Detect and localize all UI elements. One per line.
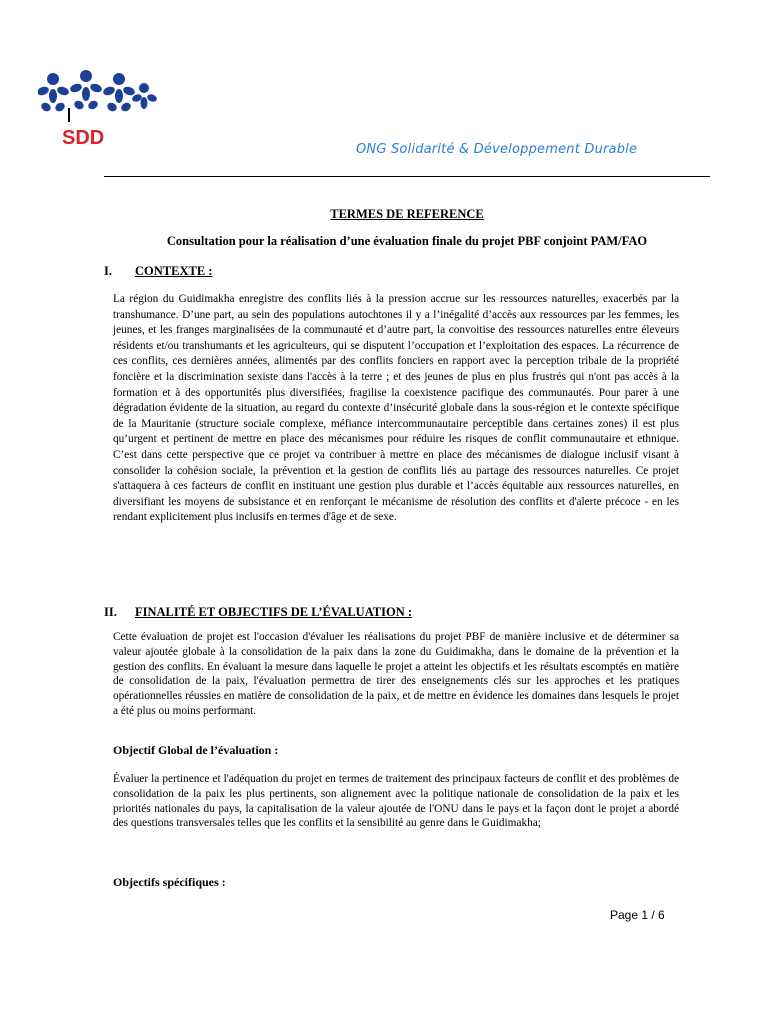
global-objective-heading: Objectif Global de l’évaluation : [113, 743, 279, 757]
section-number: I. [104, 264, 112, 278]
logo-text: SDD [62, 127, 105, 148]
header-divider [104, 176, 710, 177]
section-heading-contexte [104, 264, 212, 279]
section-heading-finalite [104, 605, 412, 620]
page-number: Page 1 / 6 [610, 908, 665, 922]
specific-objectives-heading: Objectifs spécifiques : [113, 875, 226, 889]
finalite-paragraph: Cette évaluation de projet est l'occasion d'évaluer les réalisations du projet PBF de manière inclusive et de déterminer sa valeur ajoutée globale à la consolidation de la paix dans la zone du Guidimakha, dans le domaine de la prévention et la gestion des conflits. En évaluant la mesure dans laquelle le projet a atteint les objectifs et les résultats escomptés en matière de consolidation de la paix, l'évaluation permettra de tirer des enseignements clés sur les approches et les pratiques opérationnelles réussies en matière de consolidation de la paix, et de mettre en évidence les domaines dans lesquels le projet a été plus ou moins performant. [113, 631, 679, 717]
global-objective-paragraph: Évaluer la pertinence et l'adéquation du projet en termes de traitement des principaux facteurs de conflit et des problèmes de consolidation de la paix les plus pertinents, son alignement avec la politique nationale de consolidation de la paix et les priorités nationales du pays, la capitalisation de la valeur ajoutée de l'ONU dans le pays et la façon dont le projet a abordé des questions transversales telles que les conflits et la sensibilité au genre dans le Guidimakha; [113, 773, 679, 830]
contexte-paragraph: La région du Guidimakha enregistre des conflits liés à la pression accrue sur les ressources naturelles, exacerbés par la transhumance. D’une part, au sein des populations autochtones il y a l’inégalité d’accès aux ressources par les femmes, les jeunes, et les franges marginalisées de la communauté et d’autre part, la convoitise des ressources naturelles entre éleveurs résidents et/ou transhumants et les agriculteurs, qui se disputent l’occupation et l’exploitation des espaces. La récurrence de ces conflits, ces dernières années, alimentés par des conflits fonciers en rapport avec la perception tribale de la propriété foncière et la discrimination sexiste dans l'accès à la terre ; et des jeunes de plus en plus frustrés qui n'ont pas accès à la formation et à des opportunités plus diversifiées, fragilise la coexistence pacifique des communautés. Pour parer à une dégradation évidente de la situation, au regard du contexte d’insécurité globale dans la sous-région et le contexte spécifique de la Mauritanie (structure sociale complexe, méfiance intercommunautaire perceptible dans certaines zones) il est plus qu’urgent et pertinent de mettre en place des mécanismes pour réduire les risques de conflit communautaire et ethnique. C’est dans cette perspective que ce projet va contribuer à mettre en place des mécanismes de dialogue inclusif visant à consolider la cohésion sociale, la prévention et la gestion de conflits liés au partage des ressources naturelles. Ce projet s'attaquera à ces facteurs de conflit en instituant une gestion plus durable et l’accès équitable aux ressources naturelles, en diversifiant les moyens de subsistance et en renforçant le mécanisme de résolution des conflits et d'alerte précoce - en les rendant explicitement plus inclusifs en termes d'âge et de sexe. [113, 293, 679, 524]
document-subtitle: Consultation pour la réalisation d’une évaluation finale du projet PBF conjoint PAM/FAO [166, 234, 648, 248]
section-title: CONTEXTE : [135, 264, 213, 278]
sdd-logo [38, 68, 162, 148]
organization-name: ONG Solidarité & Développement Durable [356, 142, 638, 157]
logo-figures-icon [38, 68, 162, 148]
document-title: TERMES DE REFERENCE [330, 207, 484, 221]
section-title: FINALITÉ ET OBJECTIFS DE L’ÉVALUATION : [135, 605, 413, 619]
section-number: II. [104, 605, 117, 619]
